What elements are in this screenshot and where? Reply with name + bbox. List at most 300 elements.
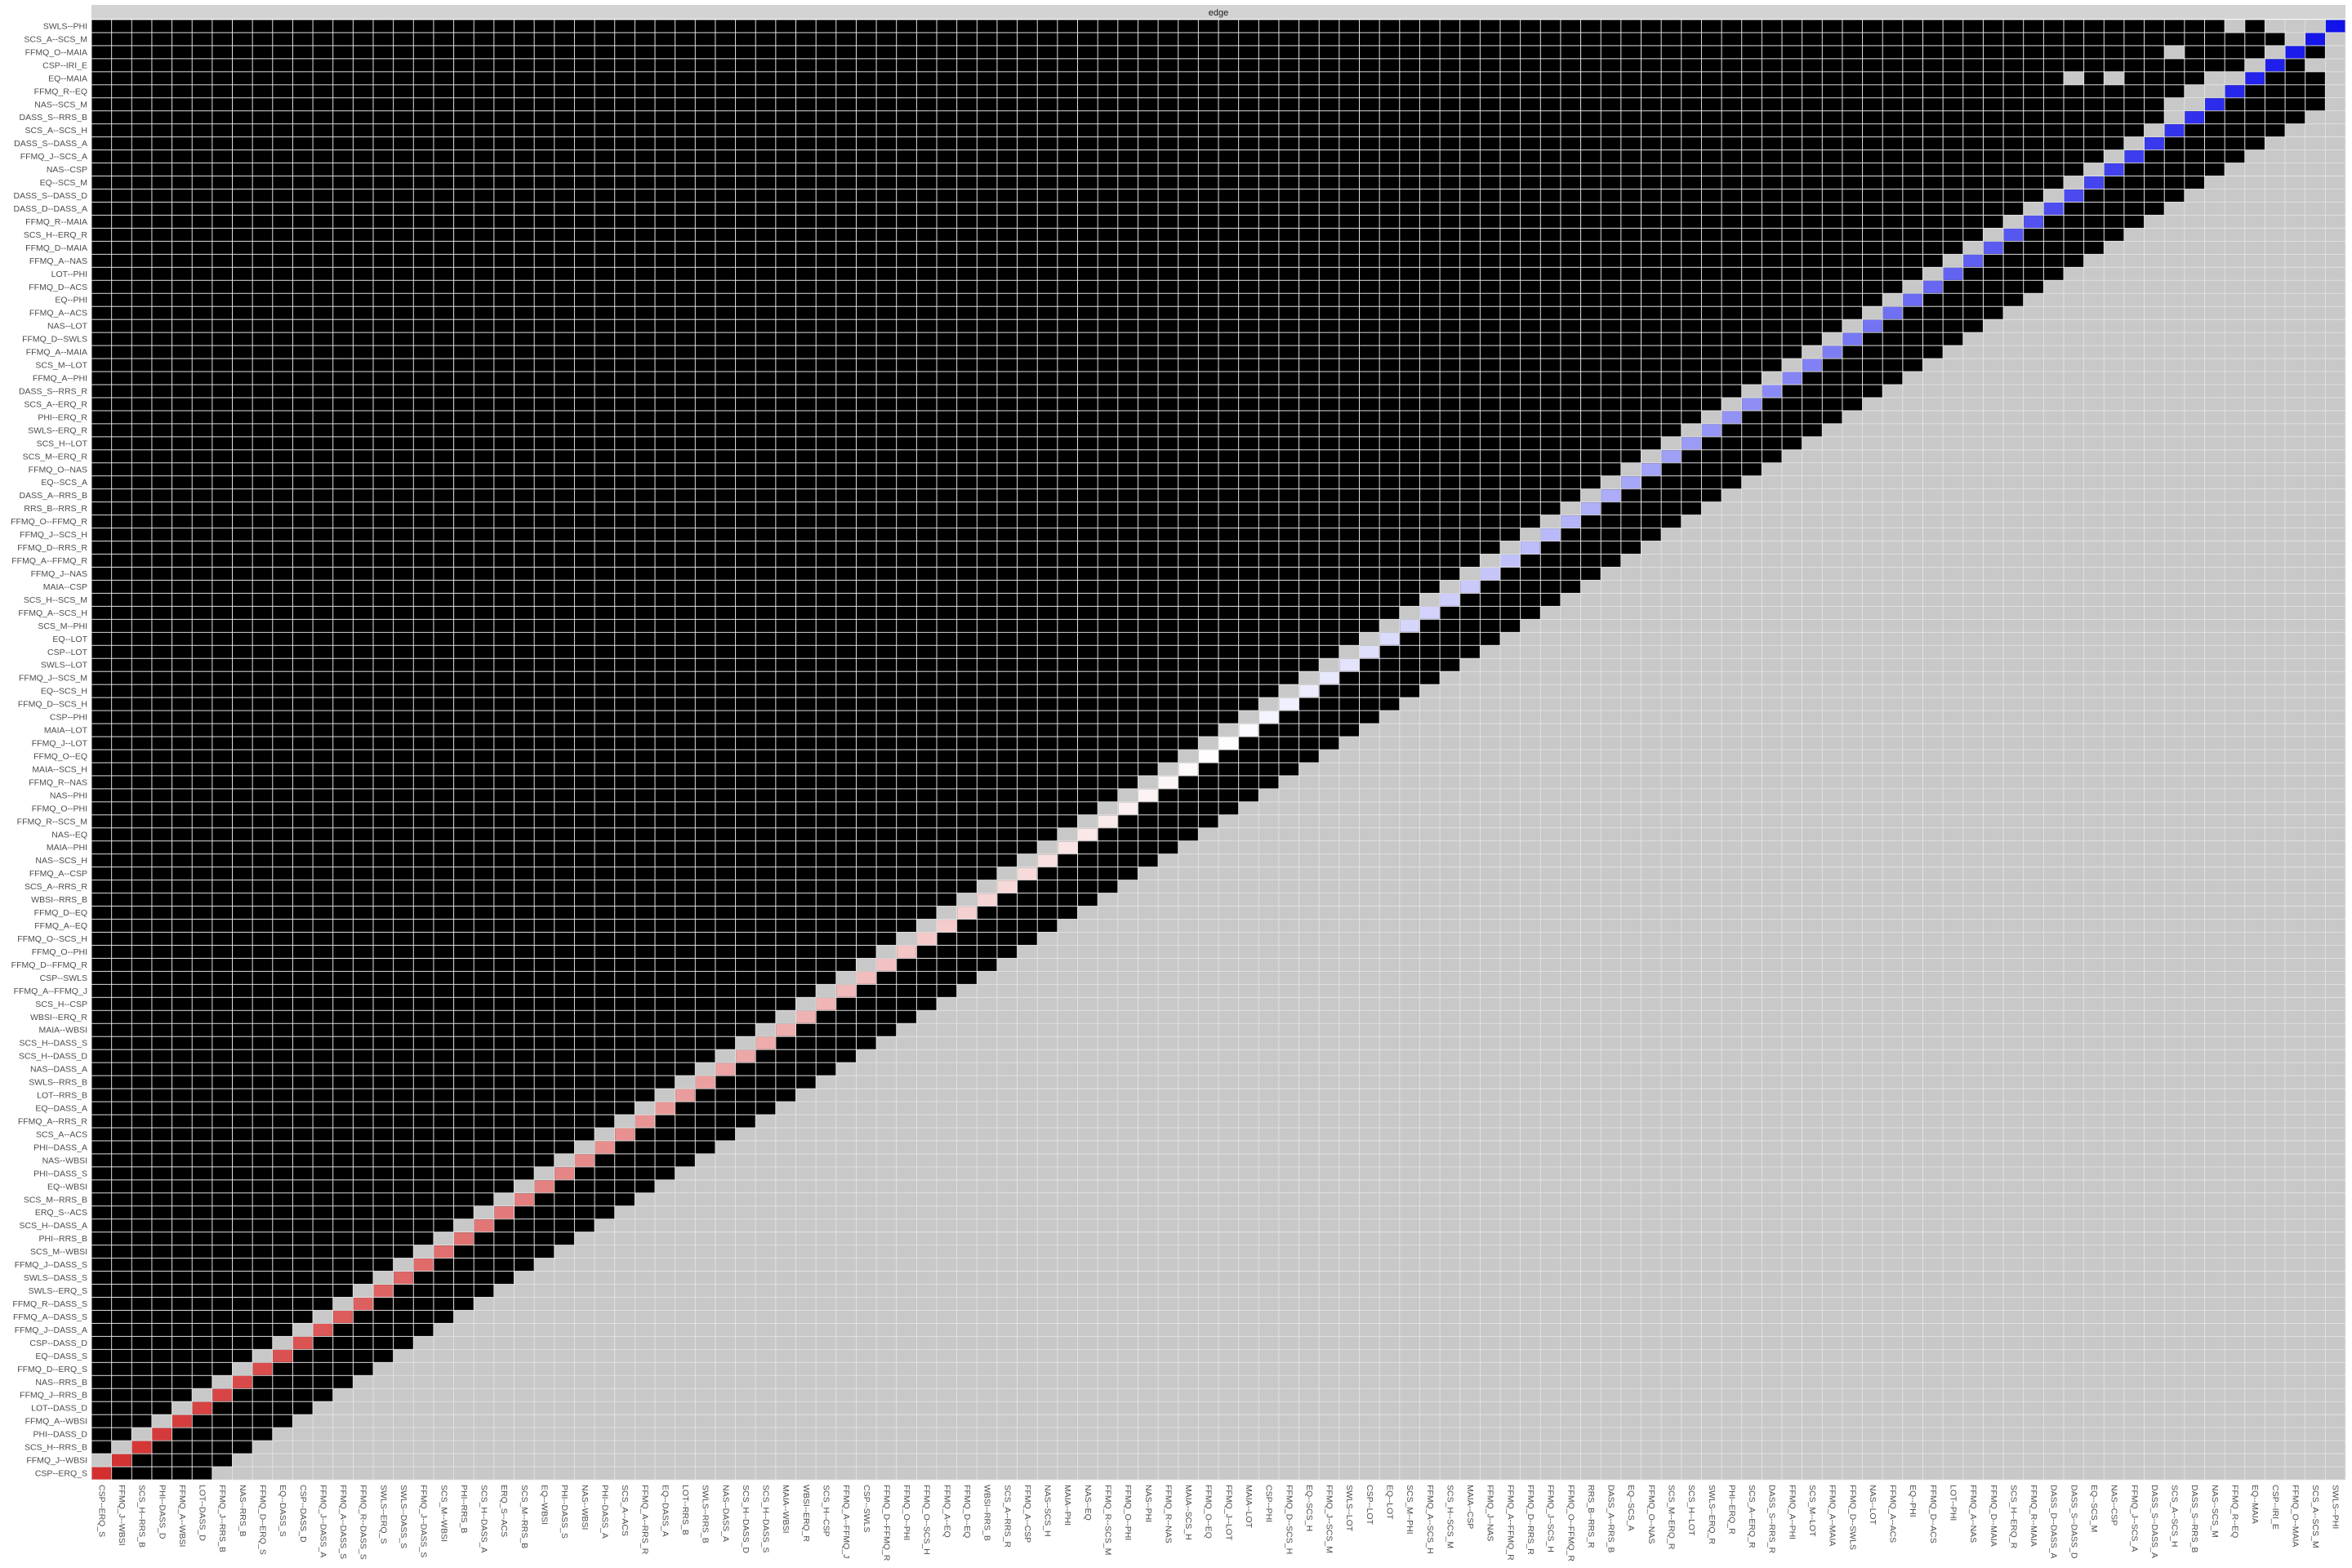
heatmap-cell-significant bbox=[1783, 424, 1802, 436]
heatmap-cell-significant bbox=[1521, 346, 1540, 359]
heatmap-cell-significant bbox=[514, 20, 534, 33]
heatmap-cell-significant bbox=[1159, 20, 1178, 33]
heatmap-cell-significant bbox=[1178, 489, 1198, 501]
heatmap-cell-significant bbox=[656, 150, 675, 163]
heatmap-cell-significant bbox=[1501, 581, 1521, 593]
heatmap-cell-significant bbox=[957, 372, 977, 385]
heatmap-cell-significant bbox=[836, 476, 856, 488]
heatmap-cell-significant bbox=[1339, 594, 1359, 606]
heatmap-cell-significant bbox=[1239, 33, 1258, 45]
heatmap-cell-significant bbox=[2044, 124, 2064, 136]
heatmap-cell-significant bbox=[1501, 33, 1521, 45]
heatmap-cell-significant bbox=[2004, 124, 2024, 136]
heatmap-cell-significant bbox=[1279, 98, 1298, 110]
heatmap-cell-significant bbox=[152, 411, 172, 423]
heatmap-cell-significant bbox=[877, 672, 897, 684]
heatmap-cell-significant bbox=[1963, 307, 1983, 319]
heatmap-cell-significant bbox=[877, 307, 897, 319]
heatmap-cell-significant bbox=[314, 359, 333, 372]
heatmap-cell-significant bbox=[1380, 398, 1400, 410]
heatmap-cell-significant bbox=[836, 463, 856, 475]
heatmap-cell-significant bbox=[696, 385, 715, 398]
heatmap-cell-significant bbox=[1984, 124, 2003, 136]
heatmap-cell-significant bbox=[1118, 359, 1138, 372]
heatmap-cell-significant bbox=[112, 385, 131, 398]
heatmap-cell-significant bbox=[1058, 242, 1077, 254]
heatmap-cell-significant bbox=[715, 307, 735, 319]
heatmap-cell-significant bbox=[1621, 203, 1641, 215]
heatmap-cell-significant bbox=[1018, 176, 1037, 189]
heatmap-cell-significant bbox=[1058, 59, 1077, 71]
heatmap-cell-significant bbox=[1178, 320, 1198, 332]
heatmap-cell-significant bbox=[454, 124, 474, 136]
heatmap-cell-significant bbox=[817, 85, 836, 97]
heatmap-cell-significant bbox=[938, 307, 957, 319]
heatmap-cell-significant bbox=[132, 594, 152, 606]
heatmap-cell-significant bbox=[756, 385, 776, 398]
heatmap-cell-significant bbox=[474, 72, 494, 84]
heatmap-cell-significant bbox=[535, 216, 555, 228]
heatmap-cell-significant bbox=[1320, 463, 1339, 475]
heatmap-cell-significant bbox=[1018, 633, 1037, 645]
heatmap-cell-significant bbox=[897, 72, 916, 84]
heatmap-cell-significant bbox=[776, 633, 795, 645]
heatmap-cell-significant bbox=[1138, 424, 1158, 436]
heatmap-cell-significant bbox=[615, 424, 635, 436]
heatmap-cell-significant bbox=[957, 659, 977, 671]
heatmap-cell-significant bbox=[2225, 59, 2245, 71]
heatmap-cell-significant bbox=[314, 633, 333, 645]
heatmap-cell-significant bbox=[374, 98, 394, 110]
heatmap-cell-significant bbox=[1098, 594, 1118, 606]
heatmap-cell-significant bbox=[535, 411, 555, 423]
heatmap-cell-significant bbox=[1541, 346, 1561, 359]
heatmap-cell-significant bbox=[1320, 294, 1339, 306]
heatmap-cell-significant bbox=[514, 489, 534, 501]
heatmap-cell-significant bbox=[1702, 33, 1722, 45]
heatmap-cell-significant bbox=[1178, 229, 1198, 241]
heatmap-cell-significant bbox=[1299, 528, 1319, 541]
heatmap-cell-significant bbox=[1621, 307, 1641, 319]
heatmap-cell-significant bbox=[1078, 581, 1098, 593]
heatmap-cell-significant bbox=[1762, 229, 1782, 241]
heatmap-cell-significant bbox=[1259, 189, 1279, 202]
heatmap-cell-significant bbox=[817, 398, 836, 410]
heatmap-cell-significant bbox=[555, 294, 574, 306]
heatmap-cell-significant bbox=[1239, 176, 1258, 189]
heatmap-cell-significant bbox=[1601, 437, 1621, 449]
heatmap-cell-significant bbox=[1380, 33, 1400, 45]
heatmap-cell-significant bbox=[756, 20, 776, 33]
heatmap-cell-significant bbox=[454, 372, 474, 385]
heatmap-cell-significant bbox=[575, 46, 595, 58]
heatmap-cell-significant bbox=[1863, 346, 1882, 359]
heatmap-cell-significant bbox=[575, 646, 595, 658]
heatmap-cell-significant bbox=[1460, 242, 1480, 254]
heatmap-cell-diagonal bbox=[1601, 489, 1621, 501]
heatmap-cell-significant bbox=[1682, 242, 1701, 254]
heatmap-cell-significant bbox=[1702, 203, 1722, 215]
heatmap-cell-significant bbox=[374, 137, 394, 149]
heatmap-cell-significant bbox=[1601, 372, 1621, 385]
heatmap-cell-significant bbox=[1541, 137, 1561, 149]
heatmap-cell-significant bbox=[675, 85, 695, 97]
heatmap-cell-significant bbox=[1662, 59, 1682, 71]
heatmap-cell-significant bbox=[997, 620, 1017, 632]
heatmap-cell-significant bbox=[1581, 111, 1601, 123]
heatmap-cell-significant bbox=[1481, 294, 1500, 306]
heatmap-cell-significant bbox=[938, 33, 957, 45]
heatmap-cell-significant bbox=[2185, 33, 2204, 45]
heatmap-cell-significant bbox=[434, 137, 453, 149]
heatmap-cell-significant bbox=[2084, 33, 2104, 45]
heatmap-cell-significant bbox=[978, 137, 997, 149]
heatmap-cell-significant bbox=[132, 98, 152, 110]
heatmap-cell-significant bbox=[1601, 33, 1621, 45]
heatmap-cell-significant bbox=[1722, 203, 1742, 215]
heatmap-cell-significant bbox=[1903, 59, 1922, 71]
heatmap-cell-significant bbox=[1682, 385, 1701, 398]
heatmap-cell-significant bbox=[615, 476, 635, 488]
heatmap-cell-significant bbox=[635, 581, 655, 593]
heatmap-cell-significant bbox=[1722, 372, 1742, 385]
heatmap-cell-significant bbox=[917, 333, 937, 345]
heatmap-cell-significant bbox=[595, 424, 615, 436]
heatmap-cell-significant bbox=[414, 463, 434, 475]
heatmap-cell-significant bbox=[454, 437, 474, 449]
heatmap-cell-significant bbox=[354, 450, 373, 462]
heatmap-cell-significant bbox=[1963, 150, 1983, 163]
heatmap-cell-significant bbox=[555, 85, 574, 97]
heatmap-cell-significant bbox=[857, 359, 876, 372]
heatmap-cell-significant bbox=[1662, 255, 1682, 267]
heatmap-cell-significant bbox=[212, 502, 232, 514]
heatmap-cell-significant bbox=[1984, 176, 2003, 189]
heatmap-cell-significant bbox=[696, 189, 715, 202]
heatmap-cell-significant bbox=[1742, 320, 1762, 332]
heatmap-cell-significant bbox=[233, 411, 252, 423]
heatmap-cell-significant bbox=[1138, 646, 1158, 658]
heatmap-cell-significant bbox=[2124, 111, 2144, 123]
heatmap-cell-significant bbox=[193, 463, 212, 475]
heatmap-cell-significant bbox=[1038, 333, 1058, 345]
heatmap-cell-significant bbox=[1118, 607, 1138, 619]
heatmap-cell-significant bbox=[314, 372, 333, 385]
heatmap-cell-significant bbox=[172, 111, 192, 123]
heatmap-cell-significant bbox=[1541, 46, 1561, 58]
heatmap-cell-significant bbox=[817, 176, 836, 189]
heatmap-cell-significant bbox=[1380, 359, 1400, 372]
heatmap-cell-significant bbox=[1138, 385, 1158, 398]
heatmap-cell-significant bbox=[796, 137, 816, 149]
heatmap-cell-significant bbox=[575, 489, 595, 501]
heatmap-cell-significant bbox=[1380, 672, 1400, 684]
heatmap-cell-significant bbox=[535, 307, 555, 319]
heatmap-cell-significant bbox=[394, 216, 413, 228]
heatmap-cell-significant bbox=[1903, 242, 1922, 254]
heatmap-cell-significant bbox=[2105, 46, 2124, 58]
heatmap-cell-significant bbox=[897, 633, 916, 645]
heatmap-cell-diagonal bbox=[2145, 137, 2164, 149]
heatmap-cell-significant bbox=[1360, 568, 1379, 580]
heatmap-cell-significant bbox=[1783, 307, 1802, 319]
heatmap-cell-significant bbox=[1842, 398, 1862, 410]
heatmap-cell-significant bbox=[1460, 541, 1480, 554]
heatmap-cell-significant bbox=[333, 346, 353, 359]
heatmap-cell-significant bbox=[997, 502, 1017, 514]
heatmap-cell-significant bbox=[1420, 229, 1440, 241]
heatmap-cell-significant bbox=[595, 502, 615, 514]
heatmap-cell-significant bbox=[1481, 268, 1500, 280]
heatmap-cell-significant bbox=[434, 216, 453, 228]
heatmap-cell-significant bbox=[333, 163, 353, 176]
heatmap-cell-significant bbox=[92, 620, 112, 632]
heatmap-cell-significant bbox=[374, 150, 394, 163]
heatmap-cell-significant bbox=[1561, 189, 1580, 202]
heatmap-cell-significant bbox=[1501, 450, 1521, 462]
heatmap-cell-significant bbox=[1380, 124, 1400, 136]
heatmap-cell-significant bbox=[1521, 294, 1540, 306]
heatmap-cell-significant bbox=[1038, 411, 1058, 423]
heatmap-cell-significant bbox=[1642, 411, 1661, 423]
heatmap-cell-significant bbox=[1702, 85, 1722, 97]
heatmap-cell-significant bbox=[957, 203, 977, 215]
heatmap-cell-significant bbox=[434, 150, 453, 163]
heatmap-cell-significant bbox=[857, 320, 876, 332]
heatmap-cell-significant bbox=[1501, 476, 1521, 488]
heatmap-cell-significant bbox=[675, 528, 695, 541]
heatmap-cell-significant bbox=[1038, 33, 1058, 45]
heatmap-cell-significant bbox=[394, 242, 413, 254]
heatmap-cell-significant bbox=[1581, 281, 1601, 293]
heatmap-cell-significant bbox=[1783, 163, 1802, 176]
heatmap-cell-significant bbox=[776, 150, 795, 163]
heatmap-cell-significant bbox=[1078, 203, 1098, 215]
heatmap-cell-significant bbox=[978, 672, 997, 684]
heatmap-cell-significant bbox=[1078, 672, 1098, 684]
heatmap-cell-significant bbox=[172, 698, 192, 710]
heatmap-cell-significant bbox=[595, 333, 615, 345]
heatmap-cell-significant bbox=[1742, 150, 1762, 163]
heatmap-cell-significant bbox=[535, 46, 555, 58]
heatmap-cell-significant bbox=[494, 502, 514, 514]
heatmap-cell-significant bbox=[414, 594, 434, 606]
heatmap-cell-significant bbox=[1098, 216, 1118, 228]
heatmap-cell-significant bbox=[997, 581, 1017, 593]
heatmap-cell-significant bbox=[1621, 72, 1641, 84]
heatmap-cell-significant bbox=[374, 20, 394, 33]
heatmap-cell-significant bbox=[1420, 450, 1440, 462]
heatmap-cell-significant bbox=[1259, 33, 1279, 45]
heatmap-cell-significant bbox=[736, 268, 755, 280]
heatmap-cell-significant bbox=[1601, 320, 1621, 332]
heatmap-cell-significant bbox=[1199, 620, 1218, 632]
heatmap-cell-significant bbox=[253, 346, 273, 359]
heatmap-cell-significant bbox=[696, 20, 715, 33]
heatmap-cell-significant bbox=[434, 189, 453, 202]
heatmap-cell-significant bbox=[675, 346, 695, 359]
heatmap-cell-significant bbox=[595, 528, 615, 541]
heatmap-cell-significant bbox=[1239, 137, 1258, 149]
heatmap-cell-significant bbox=[957, 685, 977, 697]
heatmap-cell-significant bbox=[1561, 46, 1580, 58]
heatmap-cell-significant bbox=[1259, 163, 1279, 176]
heatmap-cell-significant bbox=[1339, 685, 1359, 697]
heatmap-cell-significant bbox=[253, 255, 273, 267]
heatmap-cell-significant bbox=[1259, 385, 1279, 398]
heatmap-cell-significant bbox=[1038, 541, 1058, 554]
heatmap-cell-significant bbox=[1581, 33, 1601, 45]
heatmap-cell-significant bbox=[957, 333, 977, 345]
heatmap-cell-significant bbox=[514, 385, 534, 398]
heatmap-cell-significant bbox=[92, 646, 112, 658]
heatmap-cell-significant bbox=[857, 203, 876, 215]
heatmap-cell-significant bbox=[354, 424, 373, 436]
heatmap-cell-significant bbox=[454, 555, 474, 567]
heatmap-cell-significant bbox=[1380, 385, 1400, 398]
heatmap-cell-significant bbox=[434, 424, 453, 436]
heatmap-cell-significant bbox=[494, 33, 514, 45]
heatmap-cell-significant bbox=[2065, 20, 2084, 33]
heatmap-cell-significant bbox=[756, 476, 776, 488]
heatmap-cell-significant bbox=[1481, 476, 1500, 488]
heatmap-cell-significant bbox=[756, 659, 776, 671]
heatmap-cell-significant bbox=[1501, 437, 1521, 449]
heatmap-cell-significant bbox=[273, 489, 292, 501]
heatmap-cell-significant bbox=[474, 568, 494, 580]
heatmap-cell-significant bbox=[756, 320, 776, 332]
heatmap-cell-significant bbox=[1038, 124, 1058, 136]
heatmap-cell-significant bbox=[1441, 555, 1460, 567]
heatmap-cell-significant bbox=[293, 268, 313, 280]
heatmap-cell-significant bbox=[1682, 411, 1701, 423]
heatmap-cell-significant bbox=[414, 607, 434, 619]
heatmap-cell-significant bbox=[1279, 541, 1298, 554]
heatmap-cell-significant bbox=[2105, 111, 2124, 123]
heatmap-cell-significant bbox=[1219, 502, 1239, 514]
heatmap-cell-significant bbox=[1621, 398, 1641, 410]
heatmap-cell-significant bbox=[1662, 307, 1682, 319]
heatmap-cell-significant bbox=[494, 620, 514, 632]
heatmap-cell-significant bbox=[1662, 203, 1682, 215]
heatmap-cell-significant bbox=[656, 633, 675, 645]
heatmap-cell-significant bbox=[314, 607, 333, 619]
heatmap-cell-significant bbox=[193, 216, 212, 228]
heatmap-cell-significant bbox=[1521, 307, 1540, 319]
heatmap-cell-significant bbox=[1863, 111, 1882, 123]
heatmap-cell-significant bbox=[374, 281, 394, 293]
heatmap-cell-significant bbox=[978, 437, 997, 449]
heatmap-cell-significant bbox=[756, 620, 776, 632]
heatmap-cell-significant bbox=[1320, 281, 1339, 293]
heatmap-cell-significant bbox=[454, 46, 474, 58]
heatmap-cell-significant bbox=[1098, 437, 1118, 449]
heatmap-cell-significant bbox=[454, 502, 474, 514]
heatmap-cell-significant bbox=[434, 685, 453, 697]
heatmap-cell-significant bbox=[1923, 150, 1943, 163]
heatmap-cell-significant bbox=[454, 137, 474, 149]
heatmap-cell-significant bbox=[1460, 46, 1480, 58]
heatmap-cell-significant bbox=[1219, 320, 1239, 332]
heatmap-cell-significant bbox=[494, 659, 514, 671]
heatmap-cell-significant bbox=[535, 333, 555, 345]
heatmap-cell-significant bbox=[736, 515, 755, 528]
heatmap-cell-significant bbox=[715, 150, 735, 163]
heatmap-cell-significant bbox=[1239, 346, 1258, 359]
heatmap-cell-significant bbox=[253, 398, 273, 410]
heatmap-cell-significant bbox=[1460, 85, 1480, 97]
heatmap-cell-significant bbox=[253, 555, 273, 567]
heatmap-cell-significant bbox=[836, 189, 856, 202]
heatmap-cell-significant bbox=[897, 672, 916, 684]
heatmap-cell-significant bbox=[152, 150, 172, 163]
heatmap-cell-significant bbox=[233, 541, 252, 554]
heatmap-cell-significant bbox=[2225, 111, 2245, 123]
heatmap-cell-significant bbox=[1380, 594, 1400, 606]
heatmap-cell-significant bbox=[333, 385, 353, 398]
heatmap-cell-diagonal bbox=[1360, 646, 1379, 658]
heatmap-cell-significant bbox=[1199, 555, 1218, 567]
heatmap-cell-significant bbox=[2024, 268, 2043, 280]
heatmap-cell-significant bbox=[514, 581, 534, 593]
heatmap-cell-significant bbox=[434, 581, 453, 593]
heatmap-cell-significant bbox=[454, 385, 474, 398]
heatmap-cell-significant bbox=[1662, 398, 1682, 410]
heatmap-cell-significant bbox=[1299, 372, 1319, 385]
heatmap-cell-significant bbox=[1441, 255, 1460, 267]
heatmap-cell-significant bbox=[1279, 268, 1298, 280]
heatmap-cell-significant bbox=[1984, 33, 2003, 45]
heatmap-cell-significant bbox=[414, 307, 434, 319]
heatmap-cell-significant bbox=[1279, 633, 1298, 645]
heatmap-cell-significant bbox=[1018, 385, 1037, 398]
heatmap-cell-significant bbox=[1178, 85, 1198, 97]
heatmap-cell-significant bbox=[615, 281, 635, 293]
heatmap-cell-significant bbox=[656, 489, 675, 501]
heatmap-cell-significant bbox=[132, 672, 152, 684]
heatmap-cell-significant bbox=[736, 607, 755, 619]
heatmap-cell-significant bbox=[656, 111, 675, 123]
heatmap-cell-significant bbox=[1259, 150, 1279, 163]
heatmap-cell-significant bbox=[696, 72, 715, 84]
heatmap-cell-significant bbox=[1642, 59, 1661, 71]
heatmap-cell-significant bbox=[1662, 502, 1682, 514]
heatmap-cell-significant bbox=[957, 59, 977, 71]
heatmap-cell-significant bbox=[1581, 255, 1601, 267]
heatmap-cell-significant bbox=[354, 346, 373, 359]
heatmap-cell-significant bbox=[1601, 359, 1621, 372]
heatmap-cell-diagonal bbox=[1682, 437, 1701, 449]
heatmap-cell-significant bbox=[494, 242, 514, 254]
heatmap-cell-significant bbox=[1802, 255, 1822, 267]
heatmap-cell-significant bbox=[1783, 20, 1802, 33]
heatmap-cell-significant bbox=[555, 633, 574, 645]
heatmap-cell-significant bbox=[414, 489, 434, 501]
heatmap-cell-significant bbox=[1259, 541, 1279, 554]
heatmap-cell-significant bbox=[1762, 359, 1782, 372]
heatmap-cell-significant bbox=[454, 685, 474, 697]
heatmap-cell-significant bbox=[374, 189, 394, 202]
heatmap-cell-significant bbox=[1702, 111, 1722, 123]
heatmap-cell-significant bbox=[1058, 268, 1077, 280]
heatmap-cell-significant bbox=[978, 502, 997, 514]
heatmap-cell-significant bbox=[2185, 150, 2204, 163]
heatmap-cell-significant bbox=[2044, 268, 2064, 280]
heatmap-cell-significant bbox=[857, 59, 876, 71]
heatmap-cell-significant bbox=[514, 111, 534, 123]
heatmap-cell-significant bbox=[132, 85, 152, 97]
heatmap-cell-significant bbox=[434, 568, 453, 580]
